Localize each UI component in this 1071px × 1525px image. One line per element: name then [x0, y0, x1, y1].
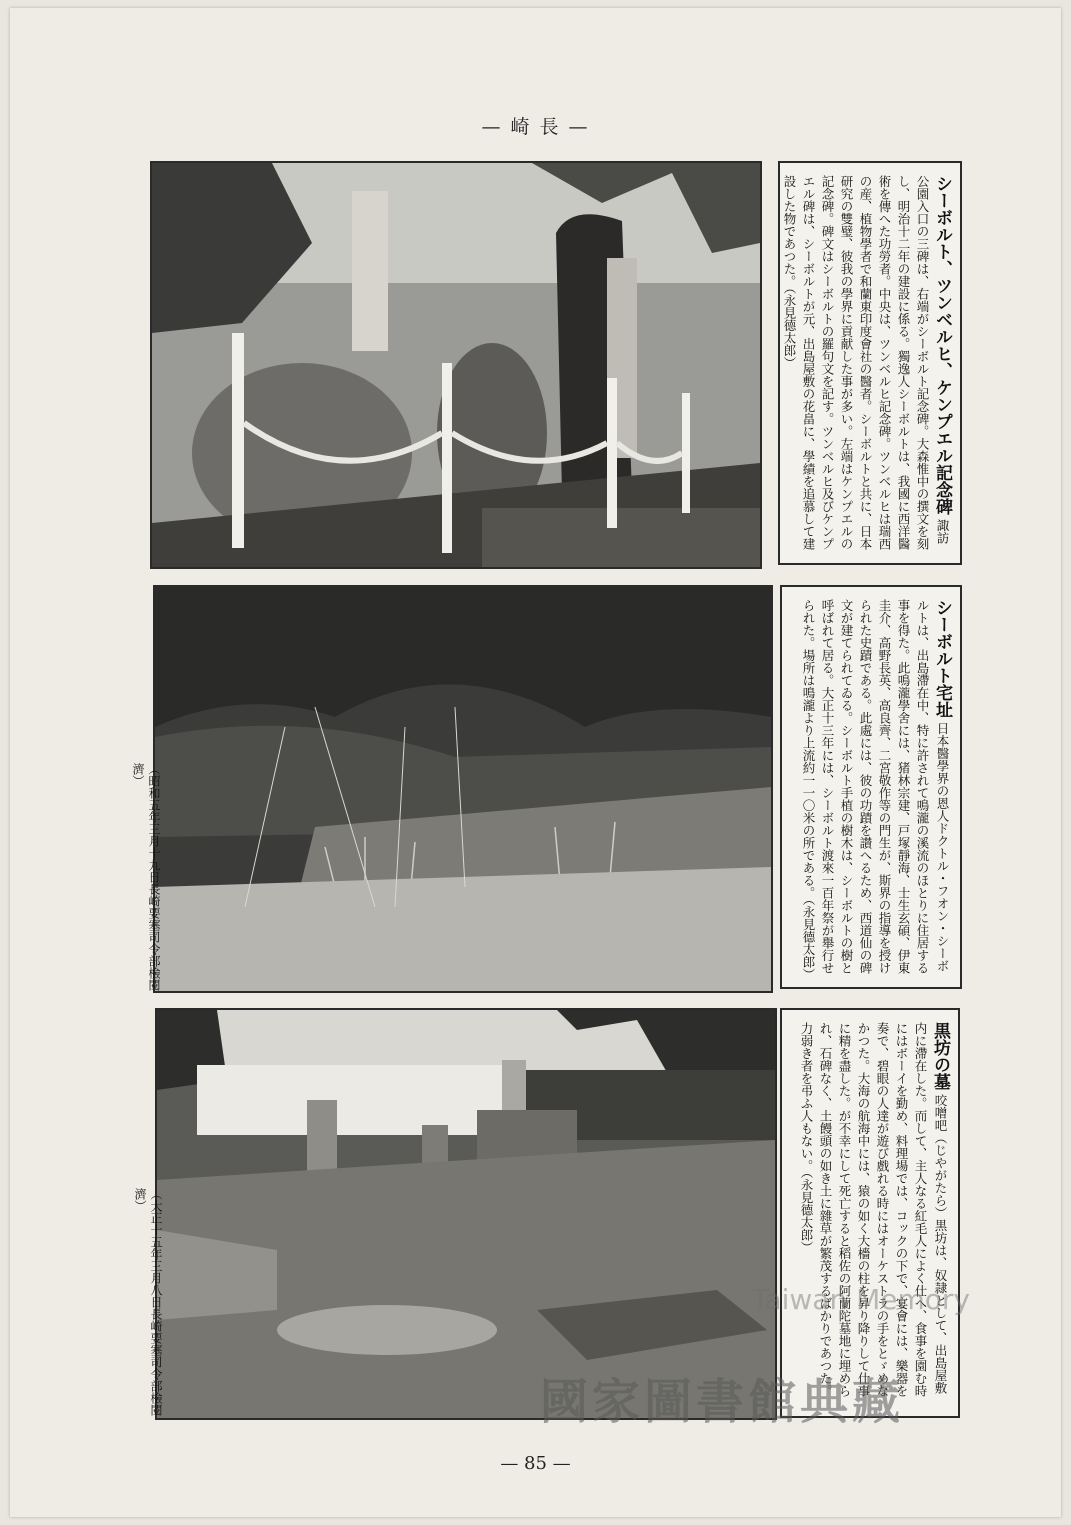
garden-site-image [155, 587, 771, 991]
graveyard-image [157, 1010, 775, 1418]
stone-monuments-image [152, 163, 760, 567]
caption-body: 咬噌吧（じやがたら）黒坊は、奴隷として、出島屋敷内に滯在した。而して、主人なる紅毛人によく仕へ、食事を園む時にはボーイを勤め、料理場では、コックの下で、宴會には、樂器を奏で、碧眼の人達が遊び戲れる時にはオーケストラの手をとゞめなかつた。大海の航海中には、猿の如く大檣の柱を昇り降りして仕事に精を盡した。が不幸にして死亡すると稻佐の阿蘭陀墓地に埋められ、石碑なく、土饅頭の如き土に雜草が繁茂するばかりであつた。力弱き者を弔ふ人もない。（永見德太郎） [799, 1022, 948, 1397]
caption-title: シーボルト、ツンベルヒ、ケンプエル記念碑 [932, 175, 952, 515]
photo-kurobo-grave [155, 1008, 777, 1420]
caption-title: シーボルト宅址 [932, 599, 952, 718]
caption-kurobo-grave [780, 1008, 960, 1418]
caption-body: 日本醫學界の恩人ドクトル・フオン・シーボルトは、出島滯在中、特に許されて鳴瀧の溪流のほとりに住居する事を得た。此鳴瀧學舍には、猪林宗建、戸塚靜海、士生玄碩、伊東圭介、高野長英、高良齊、二宮敬作等の門生が、斯界の指導を授けられた史蹟である。此處には、彼の功蹟を讃へるため、西道仙の碑文が建てられてゐる。シーボルト手植の樹木は、シーボルトの樹と呼ばれて居る。大正十三年には、シーボルト渡來一百年祭が舉行せられた。場所は鳴瀧より上流約一一〇米の所である。（永見德太郎） [801, 599, 950, 981]
photo-monuments [150, 161, 762, 569]
censor-note-1930: （昭和五年三月十九日長崎要塞司令部檢閱濟） [131, 763, 161, 991]
watermark-english: Taiwan Memory [752, 1283, 970, 1316]
page-sheet [10, 8, 1061, 1517]
running-header: — 崎 長 — [481, 116, 590, 138]
caption-title: 黒坊の墓 [930, 1022, 950, 1090]
censor-note-1926: （大正十五年三月八日長崎要塞司令部檢閱濟） [133, 1188, 163, 1416]
photo-siebold-residence [153, 585, 773, 993]
watermark-chinese: 國家圖書館典藏 [540, 1374, 905, 1430]
caption-monuments [778, 161, 962, 565]
caption-siebold-residence [780, 585, 962, 989]
caption-body: 諏訪公園入口の三碑は、右端がシーボルト記念碑。大森惟中の撰文を刻し、明治十二年の建設に係る。獨逸人シーボルトは、我國に西洋醫術を傳へた功勞者。中央は、ツンベルヒ記念碑。ツンベルヒは瑞西の産、植物學者で和蘭東印度會社の醫者。シーボルトと共に、日本研究の雙璧、彼我の學界に貢献した事が多い。左端はケンプエルの記念碑。碑文はシーボルトの羅句文を記す。ツンベルヒ及びケンプエル碑は、シーボルトが元、出島屋敷の花畠に、學績を追慕して建設した物であつた。（永見德太郎） [782, 175, 950, 550]
page-number: — 85 — [500, 1453, 571, 1474]
